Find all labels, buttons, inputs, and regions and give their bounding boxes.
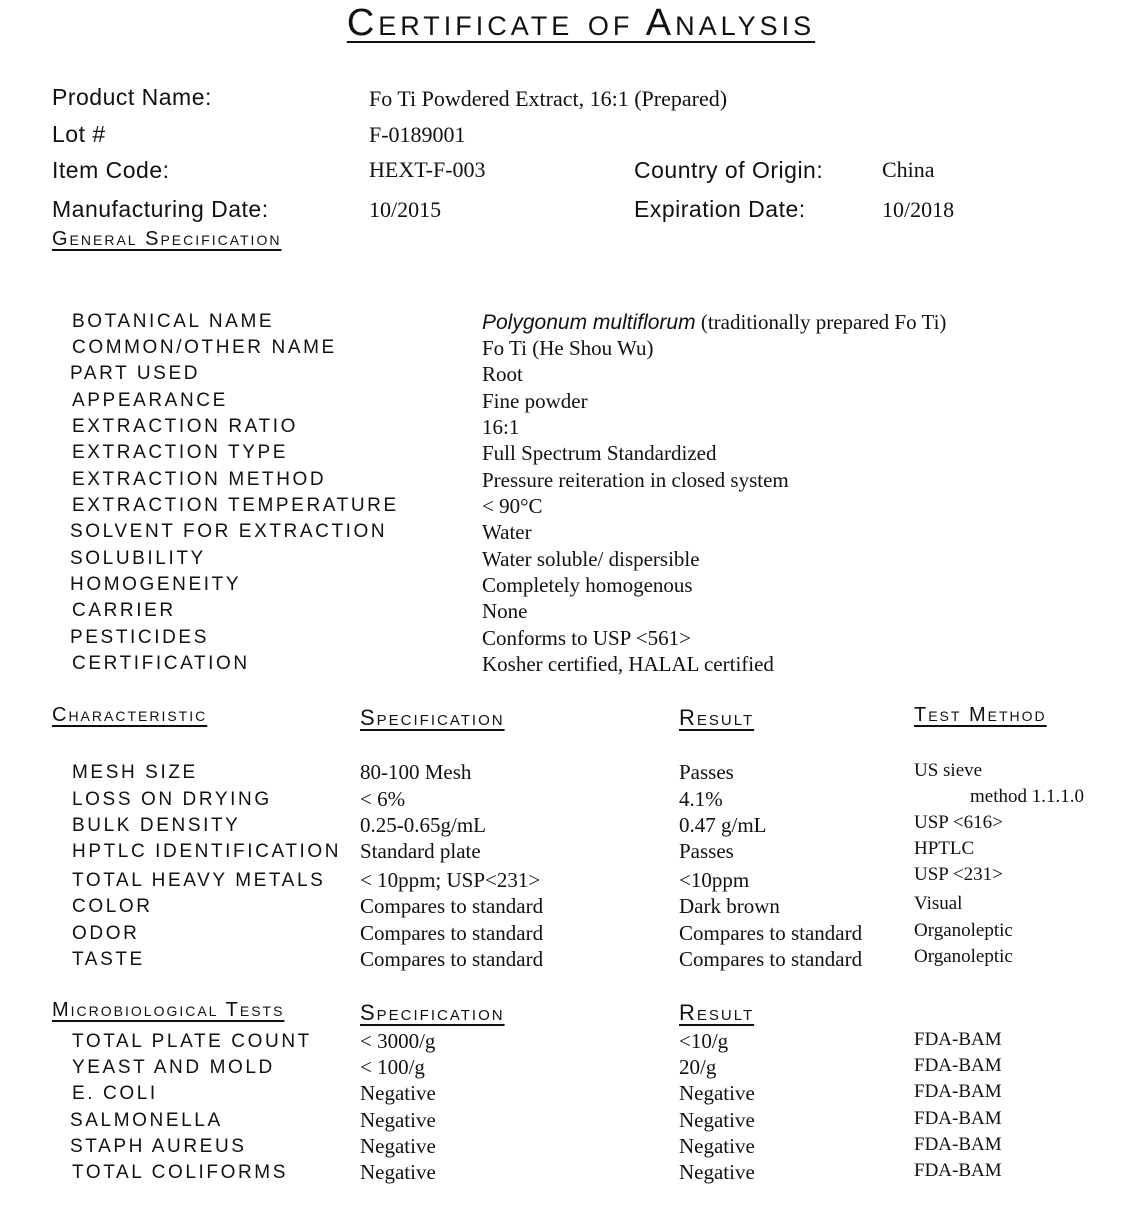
item-code-value: HEXT-F-003 xyxy=(369,157,486,182)
table-row-name: COLOR xyxy=(72,896,153,917)
table-row-method: USP <616> xyxy=(914,812,1003,833)
table-row-name: ODOR xyxy=(72,923,140,944)
spec-value: None xyxy=(482,599,528,623)
table-row-method: Visual xyxy=(914,893,963,914)
table-row-name: HPTLC IDENTIFICATION xyxy=(72,841,342,862)
spec-value: Full Spectrum Standardized xyxy=(482,441,717,465)
test-method-header: Test Method xyxy=(914,704,1047,726)
product-name-value: Fo Ti Powdered Extract, 16:1 (Prepared) xyxy=(369,86,728,111)
table-row-name: MESH SIZE xyxy=(72,762,198,783)
table-row-spec: < 10ppm; USP<231> xyxy=(360,868,541,892)
specification-header: Specification xyxy=(360,705,505,730)
document-title-text: Certificate of Analysis xyxy=(346,2,816,44)
mfg-date-value: 10/2015 xyxy=(369,197,442,222)
table-row-name: SALMONELLA xyxy=(70,1110,223,1131)
mfg-date-label: Manufacturing Date: xyxy=(52,196,269,222)
spec-value: Fo Ti (He Shou Wu) xyxy=(482,336,654,360)
table-row-spec: Negative xyxy=(360,1160,436,1184)
lot-label: Lot # xyxy=(52,121,106,147)
table-row-result: 4.1% xyxy=(679,787,723,811)
document-title xyxy=(0,2,1121,45)
table-row-method: US sieve xyxy=(914,760,983,781)
table-row-result: 0.47 g/mL xyxy=(679,813,767,837)
spec-value: < 90°C xyxy=(482,494,543,518)
spec-label: PESTICIDES xyxy=(70,627,209,648)
table-row-spec: Standard plate xyxy=(360,839,481,863)
botanical-latin-name: Polygonum multiflorum xyxy=(482,311,696,334)
table-row-spec: Negative xyxy=(360,1081,436,1105)
table-row-result: 20/g xyxy=(679,1055,717,1079)
spec-label: HOMOGENEITY xyxy=(70,574,242,595)
table-row-method: Organoleptic xyxy=(914,946,1013,967)
table-row-method: Organoleptic xyxy=(914,920,1013,941)
characteristic-header: Characteristic xyxy=(52,704,208,726)
spec-label: COMMON/OTHER NAME xyxy=(72,337,337,358)
exp-date-value: 10/2018 xyxy=(882,197,955,222)
table-row-name: TOTAL PLATE COUNT xyxy=(72,1031,312,1052)
spec-label: CARRIER xyxy=(72,600,176,621)
spec-value: 16:1 xyxy=(482,415,520,439)
botanical-name-suffix: (traditionally prepared Fo Ti) xyxy=(695,310,947,334)
table-row-name: STAPH AUREUS xyxy=(70,1136,247,1157)
result-header: Result xyxy=(679,705,755,730)
table-row-name: YEAST AND MOLD xyxy=(72,1057,275,1078)
table-row-result: <10ppm xyxy=(679,868,750,892)
country-value: China xyxy=(882,157,935,182)
spec-label: EXTRACTION TYPE xyxy=(72,442,289,463)
micro-specification-header: Specification xyxy=(360,1000,505,1025)
table-row-spec: 0.25-0.65g/mL xyxy=(360,813,486,837)
country-label: Country of Origin: xyxy=(634,157,824,183)
table-row-method: FDA-BAM xyxy=(914,1081,1002,1102)
table-row-result: <10/g xyxy=(679,1029,729,1053)
spec-value: Root xyxy=(482,362,523,386)
spec-label: SOLVENT FOR EXTRACTION xyxy=(70,521,388,542)
botanical-name-value xyxy=(482,310,946,335)
table-row-method: USP <231> xyxy=(914,864,1003,885)
table-row-method: method 1.1.1.0 xyxy=(970,786,1084,807)
spec-label: CERTIFICATION xyxy=(72,653,250,674)
table-row-result: Negative xyxy=(679,1160,755,1184)
micro-tests-header: Microbiological Tests xyxy=(52,999,285,1021)
table-row-method: FDA-BAM xyxy=(914,1134,1002,1155)
spec-value: Water xyxy=(482,520,532,544)
table-row-name: TOTAL HEAVY METALS xyxy=(72,870,326,891)
table-row-spec: < 100/g xyxy=(360,1055,425,1079)
botanical-name-label: BOTANICAL NAME xyxy=(72,311,275,332)
table-row-result: Compares to standard xyxy=(679,921,863,945)
table-row-method: FDA-BAM xyxy=(914,1055,1002,1076)
table-row-spec: Negative xyxy=(360,1108,436,1132)
spec-label: EXTRACTION TEMPERATURE xyxy=(72,495,399,516)
table-row-spec: Compares to standard xyxy=(360,894,544,918)
table-row-name: TASTE xyxy=(72,949,145,970)
spec-label: PART USED xyxy=(70,363,201,384)
table-row-result: Negative xyxy=(679,1108,755,1132)
table-row-name: TOTAL COLIFORMS xyxy=(72,1162,289,1183)
table-row-result: Passes xyxy=(679,839,734,863)
table-row-method: FDA-BAM xyxy=(914,1029,1002,1050)
table-row-method: FDA-BAM xyxy=(914,1108,1002,1129)
product-name-label: Product Name: xyxy=(52,84,212,110)
table-row-name: E. COLI xyxy=(72,1083,158,1104)
table-row-spec: Negative xyxy=(360,1134,436,1158)
spec-label: SOLUBILITY xyxy=(70,548,206,569)
micro-result-header: Result xyxy=(679,1000,755,1025)
spec-label: EXTRACTION RATIO xyxy=(72,416,298,437)
table-row-name: LOSS ON DRYING xyxy=(72,789,272,810)
spec-value: Pressure reiteration in closed system xyxy=(482,468,789,492)
table-row-spec: < 3000/g xyxy=(360,1029,436,1053)
spec-value: Water soluble/ dispersible xyxy=(482,547,700,571)
spec-value: Kosher certified, HALAL certified xyxy=(482,652,774,676)
table-row-result: Negative xyxy=(679,1081,755,1105)
table-row-spec: Compares to standard xyxy=(360,947,544,971)
spec-value: Completely homogenous xyxy=(482,573,693,597)
table-row-spec: < 6% xyxy=(360,787,406,811)
exp-date-label: Expiration Date: xyxy=(634,196,806,222)
spec-label: APPEARANCE xyxy=(72,390,228,411)
table-row-result: Passes xyxy=(679,760,734,784)
table-row-method: HPTLC xyxy=(914,838,975,859)
table-row-result: Dark brown xyxy=(679,894,780,918)
item-code-label: Item Code: xyxy=(52,157,170,183)
table-row-method: FDA-BAM xyxy=(914,1160,1002,1181)
table-row-spec: 80-100 Mesh xyxy=(360,760,472,784)
spec-label: EXTRACTION METHOD xyxy=(72,469,327,490)
general-spec-heading: General Specification xyxy=(52,228,282,250)
spec-value: Fine powder xyxy=(482,389,588,413)
table-row-result: Compares to standard xyxy=(679,947,863,971)
spec-value: Conforms to USP <561> xyxy=(482,626,692,650)
table-row-name: BULK DENSITY xyxy=(72,815,241,836)
table-row-result: Negative xyxy=(679,1134,755,1158)
lot-value: F-0189001 xyxy=(369,122,466,147)
table-row-spec: Compares to standard xyxy=(360,921,544,945)
